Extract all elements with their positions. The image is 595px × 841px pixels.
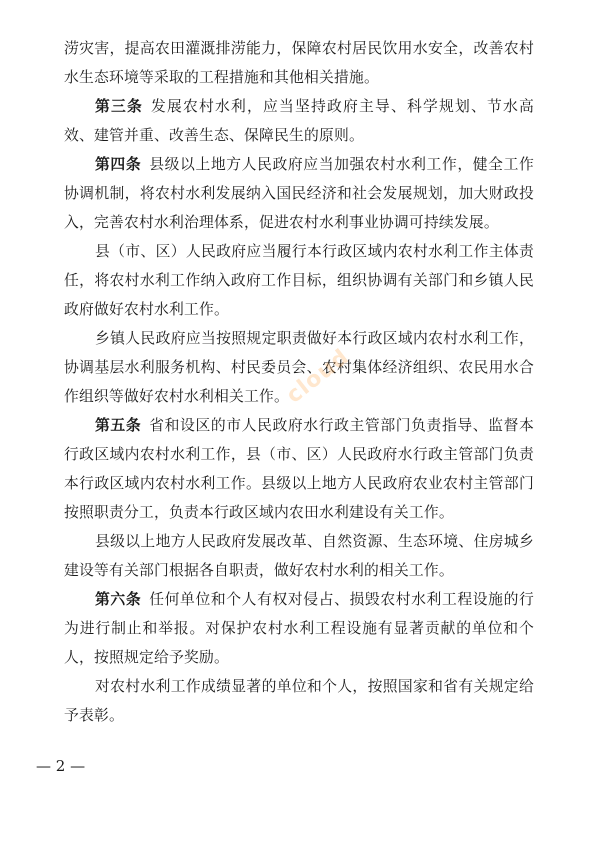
article-6-paragraph — [64, 585, 534, 672]
article-heading: 第四条 — [95, 156, 142, 173]
paragraph-text: 任何单位和个人有权对侵占、损毁农村水利工程设施的行为进行制止和举报。对保护农村水利工程设施有显著贡献的单位和个人，按照规定给予奖励。 — [64, 591, 534, 666]
article-heading: 第五条 — [95, 417, 142, 434]
paragraph-text: 县（市、区）人民政府应当履行本行政区域内农村水利工作主体责任，将农村水利工作纳入政府工作目标，组织协调有关部门和乡镇人民政府做好农村水利工作。 — [64, 243, 534, 318]
article-4-clause-2 — [64, 237, 534, 324]
paragraph-text: 对农村水利工作成绩显著的单位和个人，按照国家和省有关规定给予表彰。 — [64, 678, 534, 724]
article-4-clause-3 — [64, 324, 534, 411]
paragraph-text: 发展农村水利，应当坚持政府主导、科学规划、节水高效、建管并重、改善生态、保障民生的原则。 — [64, 98, 534, 144]
paragraph-text: 涝灾害，提高农田灌溉排涝能力，保障农村居民饮用水安全，改善农村水生态环境等采取的工程措施和其他相关措施。 — [64, 40, 534, 86]
article-heading: 第三条 — [95, 98, 143, 115]
paragraph-continuation — [64, 34, 534, 92]
article-5-clause-2 — [64, 527, 534, 585]
document-body — [64, 34, 534, 730]
article-4-paragraph — [64, 150, 534, 237]
paragraph-text: 省和设区的市人民政府水行政主管部门负责指导、监督本行政区域内农村水利工作，县（市、区）人民政府水行政主管部门负责本行政区域内农村水利工作。县级以上地方人民政府农业农村主管部门按照职责分工，负责本行政区域内农田水利建设有关工作。 — [64, 417, 534, 521]
paragraph-text: 县级以上地方人民政府发展改革、自然资源、生态环境、住房城乡建设等有关部门根据各自职责，做好农村水利的相关工作。 — [64, 533, 534, 579]
paragraph-text: 县级以上地方人民政府应当加强农村水利工作，健全工作协调机制，将农村水利发展纳入国民经济和社会发展规划，加大财政投入，完善农村水利治理体系，促进农村水利事业协调可持续发展。 — [64, 156, 534, 231]
article-5-paragraph — [64, 411, 534, 527]
article-heading: 第六条 — [95, 591, 142, 608]
article-6-clause-2 — [64, 672, 534, 730]
paragraph-text: 乡镇人民政府应当按照规定职责做好本行政区域内农村水利工作，协调基层水利服务机构、村民委员会、农村集体经济组织、农民用水合作组织等做好农村水利相关工作。 — [64, 330, 534, 405]
page-number: — 2 — — [36, 757, 86, 775]
article-3-paragraph — [64, 92, 534, 150]
cloud-watermark: cloud — [281, 344, 355, 409]
